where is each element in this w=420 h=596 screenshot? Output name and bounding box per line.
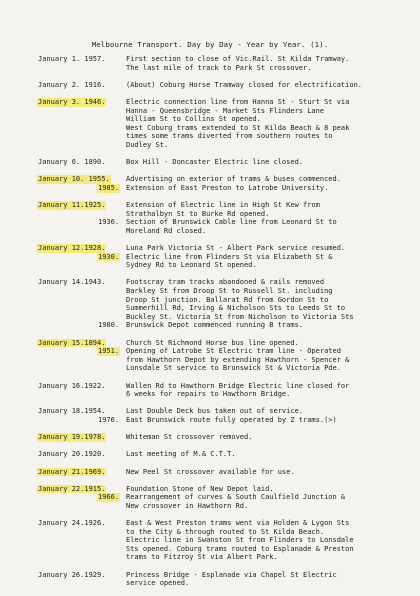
entry-line <box>0 55 420 64</box>
entry-text: Hanna - Queensbridge - Market Sts Flinders Lane <box>126 106 325 115</box>
entry-date: January 10. 1955. <box>38 175 110 184</box>
entry-line <box>0 485 420 494</box>
entry-text: Foundation Stone of New Depot laid. <box>126 484 274 493</box>
entry <box>0 519 420 562</box>
entry-date: January 3. 1946. <box>38 97 106 106</box>
entry-text: Droop St junction. Ballarat Rd from Gordon St to <box>126 295 329 304</box>
entry <box>0 98 420 150</box>
entry-line <box>0 356 420 365</box>
entry-date: January 19.1978. <box>38 433 106 442</box>
entry-text: trams to Fitzroy St via Albert Park. <box>126 553 278 562</box>
entry <box>0 55 420 72</box>
entry-text: Church St Richmond Horse bus line opened. <box>126 338 299 347</box>
entry-line <box>0 124 420 133</box>
entry-line <box>0 210 420 219</box>
entry <box>0 571 420 588</box>
entry-line <box>0 244 420 253</box>
entry-date: January 15.1894. <box>38 338 106 347</box>
entry-text: New Peel St crossover available for use. <box>126 467 295 476</box>
entry-text: The last mile of track to Park St crossover. <box>126 63 312 72</box>
entry <box>0 450 420 459</box>
entry <box>0 158 420 167</box>
entry-text: Wallen Rd to Hawthorn Bridge Electric line closed for <box>126 381 350 390</box>
entry-text: Dudley St. <box>126 140 169 149</box>
entry-text: Summerhill Rd, Irving & Nicholson Sts to Leeds St to <box>126 304 346 313</box>
entry <box>0 468 420 477</box>
entry-date: January 26.1929. <box>38 570 106 579</box>
page-title: Melbourne Transport. Day by Day - Year by Year. (1). <box>91 40 329 49</box>
entry <box>0 244 420 270</box>
entry-text: Buckley St. Victoria St from Nicholson to Victoria Sts <box>126 312 354 321</box>
entry <box>0 485 420 511</box>
entry-line <box>0 468 420 477</box>
entry-line <box>0 201 420 210</box>
entry-text: Extension of Electric line in High St Kew from <box>126 201 320 210</box>
entry-text: Electric line in Swanston St from Flinders to Lonsdale <box>126 536 354 545</box>
entry <box>0 201 420 235</box>
entry-line <box>0 571 420 580</box>
entry <box>0 81 420 90</box>
entry-line <box>0 579 420 588</box>
entry-line <box>0 287 420 296</box>
entry-line <box>0 528 420 537</box>
entry-date: January 12.1928. <box>38 244 106 253</box>
entry-line <box>0 218 420 227</box>
entry-year: 1951. <box>98 347 120 356</box>
entry-date: January 18.1954. <box>38 407 106 416</box>
entry-year: 1936. <box>98 218 120 227</box>
entry-text: Sts opened. Coburg trams routed to Esplanade & Preston <box>126 544 354 553</box>
entry-line <box>0 321 420 330</box>
entry-line <box>0 261 420 270</box>
entry-line <box>0 227 420 236</box>
entry-text: First section to close of Vic.Rail. St Kilda Tramway. <box>126 55 350 63</box>
entry-text: (About) Coburg Horse Tramway closed for electrification. <box>126 80 363 89</box>
entry-year: 1976. <box>98 415 120 424</box>
entry-line <box>0 519 420 528</box>
entry-text: Last Double Deck bus taken out of service. <box>126 407 304 416</box>
entry-line <box>0 278 420 287</box>
entry-text: William St to Collins St opened. <box>126 115 261 124</box>
entry-year: 1980. <box>98 321 120 330</box>
entry-line <box>0 536 420 545</box>
entry <box>0 433 420 442</box>
entry-text: Luna Park Victoria St - Albert Park service resumed. <box>126 244 346 253</box>
entry-line <box>0 382 420 391</box>
entry-date: January 11.1925. <box>38 201 106 210</box>
entry-line <box>0 184 420 193</box>
entry-text: West Coburg trams extended to St Kilda Beach & 8 peak <box>126 123 350 132</box>
entry-text: Section of Brunswick Cable line from Leonard St to <box>126 218 337 227</box>
entry <box>0 278 420 330</box>
entry-year: 1985. <box>98 183 120 192</box>
entry-line <box>0 364 420 373</box>
entry-line <box>0 416 420 425</box>
entry-line <box>0 98 420 107</box>
entry-text: to the City & through routed to St Kilda Beach. <box>126 527 325 536</box>
entry-text: Footscray tram tracks abandoned & rails removed <box>126 278 325 287</box>
entry-line <box>0 253 420 262</box>
entry-line <box>0 433 420 442</box>
entry <box>0 339 420 373</box>
entry-text: Advertising on exterior of trams & buses commenced. <box>126 175 341 184</box>
entry-text: Rearrangement of curves & South Caulfield Junction & <box>126 493 346 502</box>
entry-text: Electric connection line from Hanna St - Sturt St via <box>126 97 350 106</box>
entry-text: Opening of Latrobe St Electric tram line - Operated <box>126 347 341 356</box>
entry-line <box>0 339 420 348</box>
entry-line <box>0 450 420 459</box>
entry-line <box>0 407 420 416</box>
entry-text: service opened. <box>126 579 190 588</box>
entry-date: January 14.1943. <box>38 278 106 287</box>
entry-date: January 20.1920. <box>38 450 106 459</box>
entry-text: Barkley St from Droop St to Russell St. including <box>126 287 333 296</box>
entry-line <box>0 107 420 116</box>
entries-list <box>0 55 420 596</box>
entry-text: Moreland Rd closed. <box>126 226 207 235</box>
entry-line <box>0 132 420 141</box>
entry-date: January 6. 1890. <box>38 158 106 167</box>
entry-text: Sydney Rd to Leonard St opened. <box>126 261 257 270</box>
entry-year: 1930. <box>98 252 120 261</box>
entry-text: times some trams diverted from southern routes to <box>126 132 333 141</box>
entry-line <box>0 545 420 554</box>
entry-line <box>0 553 420 562</box>
entry-line <box>0 390 420 399</box>
entry-date: January 1. 1957. <box>38 55 106 63</box>
entry-line <box>0 64 420 73</box>
entry-date: January 21.1969. <box>38 467 106 476</box>
entry-text: East Brunswick route fully operated by Z trams.(>) <box>126 415 337 424</box>
entry-line <box>0 304 420 313</box>
entry-text: Last meeting of M.& C.T.T. <box>126 450 236 459</box>
entry-text: Electric line from Flinders St via Elizabeth St & <box>126 252 333 261</box>
entry <box>0 407 420 424</box>
entry-text: from Hawthorn Depot by extending Hawthorn - Spencer & <box>126 355 350 364</box>
entry <box>0 175 420 192</box>
entry-text: Brunswick Depot commenced running B trams. <box>126 321 304 330</box>
entry-text: Whiteman St crossover removed. <box>126 433 253 442</box>
entry-line <box>0 158 420 167</box>
entry-text: Extension of East Preston to Latrobe University. <box>126 183 329 192</box>
entry-text: East & West Preston trams went via Holden & Lygon Sts <box>126 519 350 528</box>
entry-date: January 16.1922. <box>38 381 106 390</box>
entry-date: January 24.1926. <box>38 519 106 528</box>
entry-line <box>0 347 420 356</box>
entry-line <box>0 115 420 124</box>
entry-text: 6 weeks for repairs to Hawthorn Bridge. <box>126 390 291 399</box>
entry-line <box>0 296 420 305</box>
entry-text: New crossover in Hawthorn Rd. <box>126 501 249 510</box>
entry-text: Box Hill - Doncaster Electric line closed. <box>126 158 304 167</box>
entry-text: Princess Bridge - Esplanade via Chapel St Electric <box>126 570 337 579</box>
entry-year: 1966. <box>98 493 120 502</box>
entry-date: January 2. 1916. <box>38 80 106 89</box>
entry-line <box>0 502 420 511</box>
entry <box>0 382 420 399</box>
entry-text: Lonsdale St service to Brunswick St & Victoria Pde. <box>126 364 341 373</box>
entry-line <box>0 141 420 150</box>
entry-line <box>0 81 420 90</box>
entry-line <box>0 313 420 322</box>
entry-text: Strathalbyn St to Burke Rd opened. <box>126 209 270 218</box>
entry-line <box>0 175 420 184</box>
entry-line <box>0 493 420 502</box>
entry-date: January 22.1915. <box>38 484 106 493</box>
